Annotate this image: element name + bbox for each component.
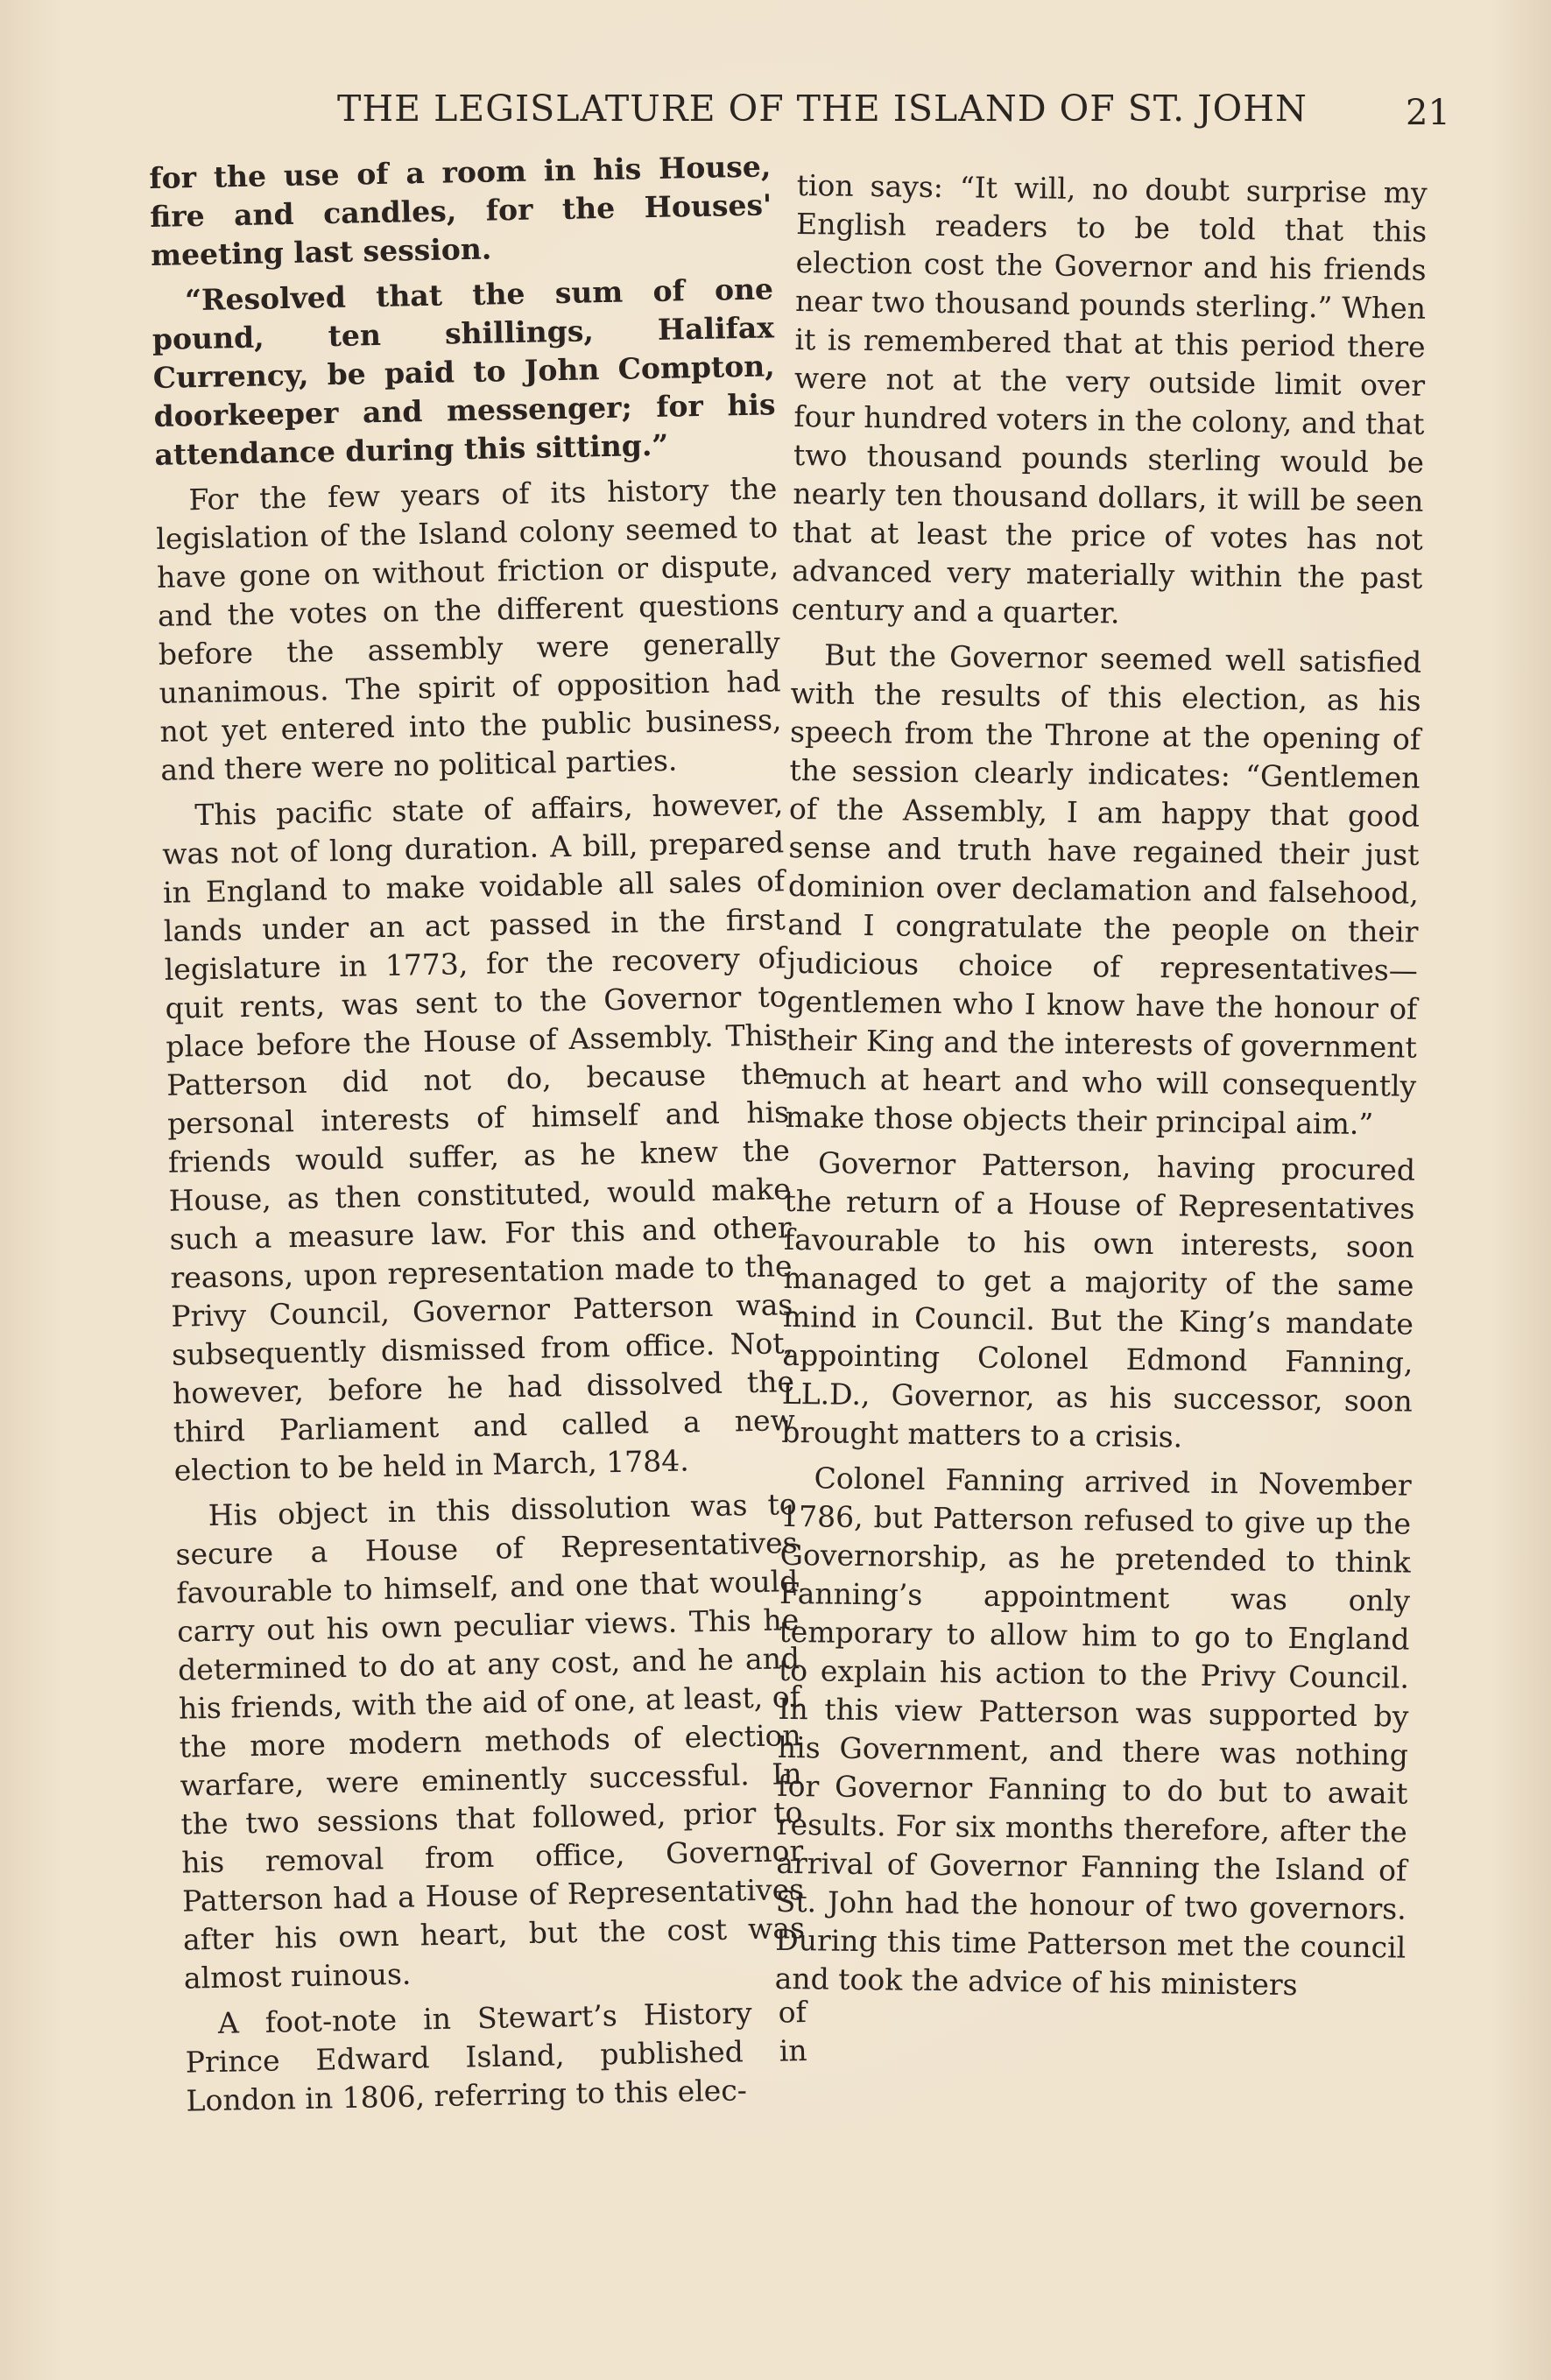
running-head — [0, 88, 1551, 140]
paragraph: “Resolved that the sum of one pound, ten shillings, Halifax Currency, be paid to John Compton, doorkeeper and messenger; for his attendance during this sitting.” — [152, 271, 776, 472]
left-column — [149, 147, 808, 2127]
paragraph: tion says: “It will, no doubt surprise my English readers to be told that this election cost the Governor and his friends near two thousand pounds sterling.” When it is remembered that at this period there were not at the very outside limit over four hundred voters in the colony, and that two thousand pounds sterling would be nearly ten thousand dollars, it will be seen that at least the price of votes has not advanced very materially within the past century and a quarter. — [791, 167, 1428, 630]
paragraph: This pacific state of affairs, however, was not of long duration. A bill, prepared in England to make voidable all sales of lands under an act passed in the first legislature in 1773, for the recovery of quit rents, was sent to the Governor to place before the House of Assembly. This Patterson did not do, because the personal interests of himself and his friends would suffer, as he knew the House, as then constituted, would make such a measure law. For this and other reasons, upon representation made to the Privy Council, Governor Patterson was subsequently dismissed from office. Not, however, before he had dissolved the third Parliament and called a new election to be held in March, 1784. — [161, 786, 796, 1488]
paragraph: For the few years of its history the legislation of the Island colony seemed to have gone on without friction or dispute, and the votes on the different questions before the assembly were generally unanimous. The spirit of opposition had not yet entered into the public business, and there were no political parties. — [155, 471, 782, 787]
right-column — [774, 166, 1428, 2013]
paragraph: Governor Patterson, having procured the return of a House of Representatives favourable to his own interests, soon managed to get a majority of the same mind in Council. But the King’s mandate appointing Colonel Edmond Fanning, LL.D., Governor, as his successor, soon brought matters to a crisis. — [781, 1145, 1416, 1454]
paragraph: But the Governor seemed well satisfied with the results of this election, as his speech from the Throne at the opening of the session clearly indicates: “Gentlemen of the Assembly, I am happy that good sense and truth have regained their just dominion over declamation and falsehood, and I congratulate the people on their judicious choice of representatives—gentlemen who I know have the honour of their King and the interests of government much at heart and who will consequently make those objects their principal aim.” — [785, 637, 1422, 1142]
page-number: 21 — [1406, 93, 1450, 133]
paragraph: A foot-note in Stewart’s History of Prince Edward Island, published in London in 1806, referring to this elec- — [185, 1994, 807, 2118]
paragraph: for the use of a room in his House, fire and candles, for the Houses' meeting last session. — [149, 149, 772, 272]
running-head-title: THE LEGISLATURE OF THE ISLAND OF ST. JOHN — [337, 88, 1308, 130]
paragraph: His object in this dissolution was to secure a House of Representatives favourable to himself, and one that would carry out his own peculiar views. This he determined to do at any cost, and he and his friends, with the aid of one, at least, of the more modern methods of election warfare, were eminently successful. In the two sessions that followed, prior to his removal from office, Governor Patterson had a House of Representatives after his own heart, but the cost was almost ruinous. — [175, 1487, 806, 1996]
paragraph: Colonel Fanning arrived in November 1786, but Patterson refused to give up the Governorship, as he pretended to think Fanning’s appointment was only temporary to allow him to go to England to explain his action to the Privy Council. In this view Patterson was supported by his Government, and there was nothing for Governor Fanning to do but to await results. For six months therefore, after the arrival of Governor Fanning the Island of St. John had the honour of two governors. During this time Patterson met the council and took the advice of his ministers — [774, 1461, 1412, 2003]
